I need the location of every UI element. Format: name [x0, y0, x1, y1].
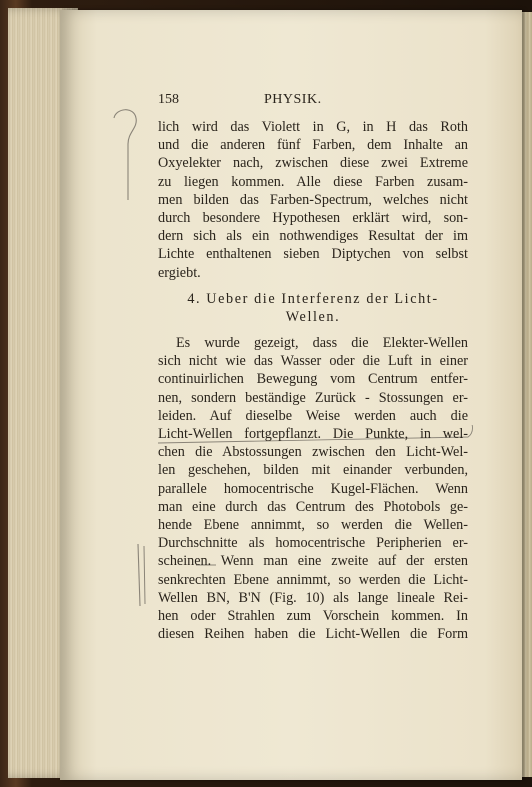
text-line: chen die Abstossungen zwischen den Licht-Wel-	[158, 444, 468, 461]
page-body	[158, 118, 468, 643]
section-heading	[158, 290, 468, 326]
text-line: hende Ebene annimmt, so werden die Wellen-	[158, 516, 468, 533]
text-line: Lichte enthaltenen sieben Diptychen von selbst	[158, 246, 468, 263]
section-heading-line: Wellen.	[285, 308, 341, 325]
text-line: Oxyelekter nach, zwischen diese zwei Extreme	[158, 155, 468, 172]
text-line: sich nicht wie das Wasser oder die Luft in einer	[158, 353, 468, 370]
text-line: Wellen BN, B'N (Fig. 10) als lange lineale Rei-	[158, 589, 468, 606]
text-line: Licht-Wellen fortgepflanzt. Die Punkte, in wel-	[158, 426, 468, 442]
text-line: hen oder Strahlen zum Vorschein kommen. In	[158, 607, 468, 624]
text-line: parallele homocentrische Kugel-Flächen. Wenn	[158, 480, 468, 497]
text-line: senkrechten Ebene annimmt, so werden die Licht-	[158, 571, 468, 588]
text-line: man eine durch das Centrum des Photobols ge-	[158, 498, 468, 515]
text-line: scheinen. Wenn man eine zweite auf der ersten	[158, 553, 468, 570]
text-line: Es wurde gezeigt, dass die Elekter-Wellen	[176, 335, 468, 352]
text-line: leiden. Auf dieselbe Weise werden auch die	[158, 407, 468, 424]
text-line: Durchschnitte als homocentrische Peripherien er-	[158, 535, 468, 552]
section-heading-line: 4. Ueber die Interferenz der Licht-	[187, 290, 439, 307]
paragraph-2	[158, 334, 468, 643]
text-line: dern sich als ein nothwendiges Resultat der im	[158, 228, 468, 245]
text-line: und die anderen fünf Farben, dem Inhalte an	[158, 137, 468, 154]
page-number: 158	[158, 92, 179, 107]
text-line: diesen Reihen haben die Licht-Wellen die Form	[158, 626, 468, 643]
text-line: ergiebt.	[158, 264, 201, 281]
text-line: len geschehen, bilden mit einander verbunden,	[158, 462, 468, 479]
text-line: lich wird das Violett in G, in H das Roth	[158, 119, 468, 135]
text-line: durch besondere Hypothesen erklärt wird, son-	[158, 209, 468, 226]
text-line: men bilden das Farben-Spectrum, welches nicht	[158, 191, 468, 208]
paragraph-1	[158, 118, 468, 282]
running-head: PHYSIK.	[264, 92, 322, 107]
page-header	[158, 92, 468, 112]
text-line: nen, sondern beständige Zurück - Stossungen er-	[158, 389, 468, 406]
text-line: continuirlichen Bewegung vom Centrum entfer-	[158, 371, 468, 388]
text-line: zu liegen kommen. Alle diese Farben zusam-	[158, 173, 468, 190]
